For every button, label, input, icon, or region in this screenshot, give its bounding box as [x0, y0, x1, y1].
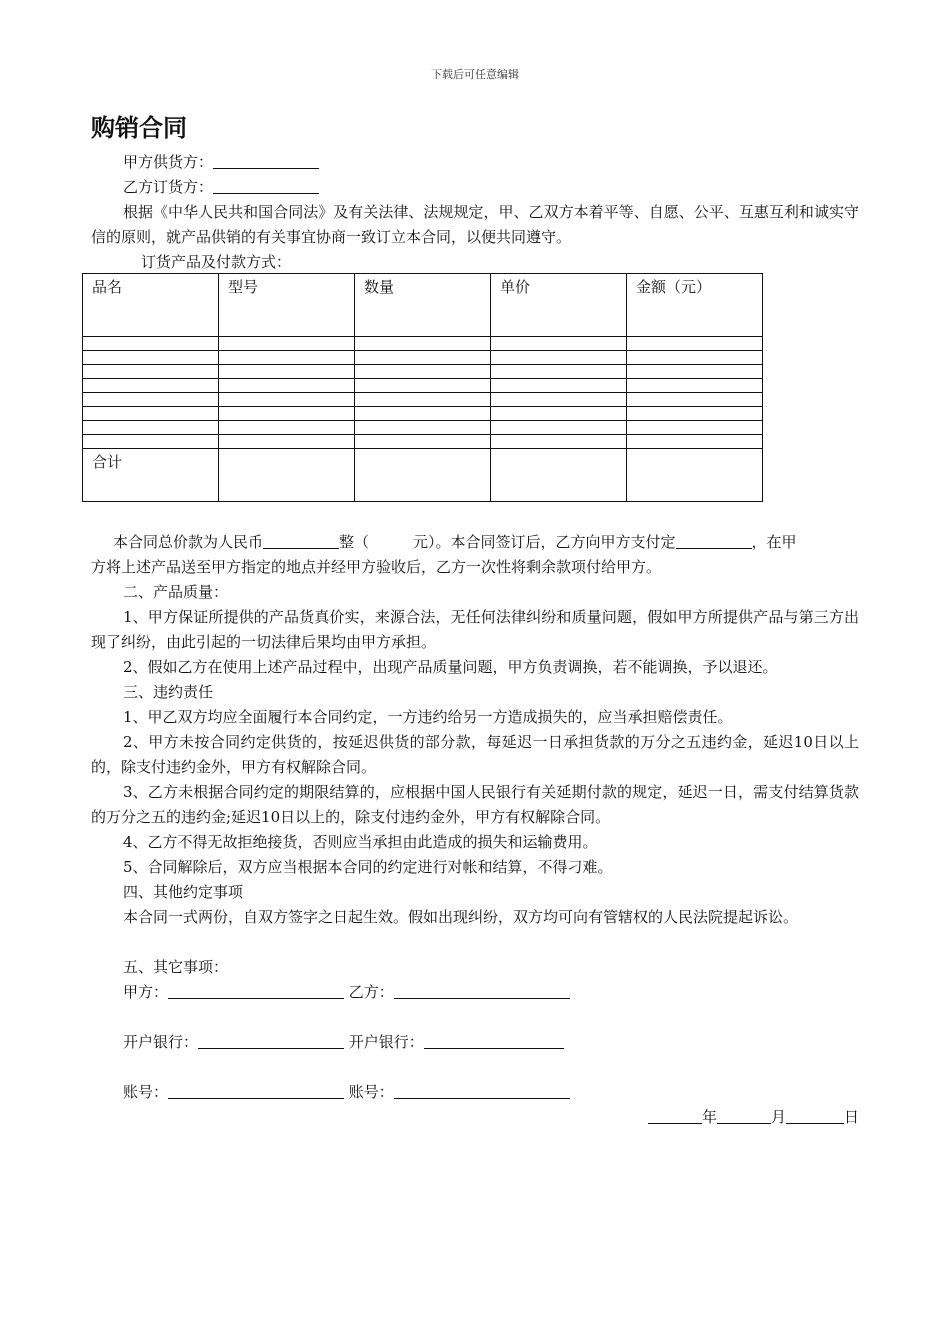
sign-party-a-blank[interactable] — [168, 982, 344, 999]
header-cell-quantity: 数量 — [355, 274, 491, 337]
sign-party-a-label: 甲方： — [123, 983, 169, 1001]
sign-party-b-label: 乙方： — [348, 983, 394, 1001]
party-a-blank[interactable] — [213, 152, 319, 169]
payment-line — [91, 530, 881, 555]
payment-text-3: 元）。本合同签订后，乙方向甲方支付定 — [413, 533, 676, 551]
contract-title: 购销合同 — [91, 114, 187, 142]
table-row — [83, 379, 763, 393]
breach-clause-5: 5、合同解除后，双方应当根据本合同的约定进行对帐和结算，不得刁难。 — [123, 858, 613, 876]
account-line — [91, 1080, 891, 1105]
quality-clause-1: 1、甲方保证所提供的产品货真价实，来源合法，无任何法律纠纷和质量问题，假如甲方所提供产品与第三方出现了纠纷，由此引起的一切法律后果均由甲方承担。 — [91, 608, 859, 651]
product-table — [82, 273, 763, 502]
account-b-blank[interactable] — [394, 1082, 570, 1099]
total-label: 合计 — [83, 449, 219, 502]
year-blank[interactable] — [648, 1107, 702, 1124]
party-a-line — [91, 150, 891, 175]
header-cell-unit-price: 单价 — [491, 274, 627, 337]
deposit-blank[interactable] — [676, 532, 752, 549]
table-row — [83, 421, 763, 435]
payment-text-4: ，在甲 — [751, 533, 797, 551]
table-row — [83, 393, 763, 407]
table-row — [83, 407, 763, 421]
header-cell-name: 品名 — [83, 274, 219, 337]
page-header: 下载后可任意编辑 — [431, 68, 519, 81]
breach-clause-1: 1、甲乙双方均应全面履行本合同约定，一方违约给另一方造成损失的，应当承担赔偿责任。 — [123, 708, 733, 726]
quality-heading: 二、产品质量： — [123, 583, 229, 601]
table-total-row — [83, 449, 763, 502]
table-row — [83, 337, 763, 351]
party-signature-line — [91, 980, 891, 1005]
sign-party-b-blank[interactable] — [394, 982, 570, 999]
payment-text-2: 整（ — [339, 533, 370, 551]
account-a-label: 账号： — [123, 1083, 169, 1101]
table-header-row — [83, 274, 763, 337]
other-clause: 本合同一式两份，自双方签字之日起生效。假如出现纠纷，双方均可向有管辖权的人民法院提起诉讼。 — [123, 908, 799, 926]
day-blank[interactable] — [786, 1107, 844, 1124]
party-b-line — [91, 175, 891, 200]
breach-heading: 三、违约责任 — [123, 683, 214, 701]
account-a-blank[interactable] — [168, 1082, 344, 1099]
bank-a-label: 开户银行： — [123, 1033, 199, 1051]
table-row — [83, 435, 763, 449]
quality-clause-2: 2、假如乙方在使用上述产品过程中，出现产品质量问题，甲方负责调换，若不能调换，予以退还。 — [123, 658, 778, 676]
intro-paragraph: 根据《中华人民共和国合同法》及有关法律、法规规定，甲、乙双方本着平等、自愿、公平、互惠互利和诚实守信的原则，就产品供销的有关事宜协商一致订立本合同，以便共同遵守。 — [91, 203, 859, 246]
breach-clause-4: 4、乙方不得无故拒绝接货，否则应当承担由此造成的损失和运输费用。 — [123, 833, 598, 851]
bank-b-blank[interactable] — [424, 1032, 564, 1049]
header-cell-model: 型号 — [219, 274, 355, 337]
misc-heading: 五、其它事项： — [123, 958, 229, 976]
other-heading: 四、其他约定事项 — [123, 883, 244, 901]
bank-a-blank[interactable] — [198, 1032, 344, 1049]
month-label: 月 — [770, 1108, 786, 1126]
year-label: 年 — [701, 1108, 717, 1126]
header-cell-amount: 金额（元） — [627, 274, 763, 337]
breach-clause-2: 2、甲方未按合同约定供货的，按延迟供货的部分款，每延迟一日承担货款的万分之五违约金，延迟10日以上的，除支付违约金外，甲方有权解除合同。 — [91, 733, 859, 776]
table-row — [83, 365, 763, 379]
day-label: 日 — [843, 1108, 859, 1126]
table-row — [83, 351, 763, 365]
payment-text-1: 本合同总价款为人民币 — [113, 533, 264, 551]
bank-line — [91, 1030, 891, 1055]
total-price-blank[interactable] — [263, 532, 339, 549]
order-heading: 订货产品及付款方式： — [141, 253, 292, 271]
payment-line-2: 方将上述产品送至甲方指定的地点并经甲方验收后，乙方一次性将剩余款项付给甲方。 — [91, 558, 662, 576]
party-a-label: 甲方供货方： — [123, 153, 214, 171]
party-b-blank[interactable] — [213, 177, 319, 194]
month-blank[interactable] — [717, 1107, 771, 1124]
account-b-label: 账号： — [348, 1083, 394, 1101]
party-b-label: 乙方订货方： — [123, 178, 214, 196]
date-line — [91, 1105, 859, 1130]
bank-b-label: 开户银行： — [348, 1033, 424, 1051]
breach-clause-3: 3、乙方未根据合同约定的期限结算的，应根据中国人民银行有关延期付款的规定，延迟一日，需支付结算货款的万分之五的违约金;延迟10日以上的，除支付违约金外，甲方有权解除合同。 — [91, 783, 859, 826]
